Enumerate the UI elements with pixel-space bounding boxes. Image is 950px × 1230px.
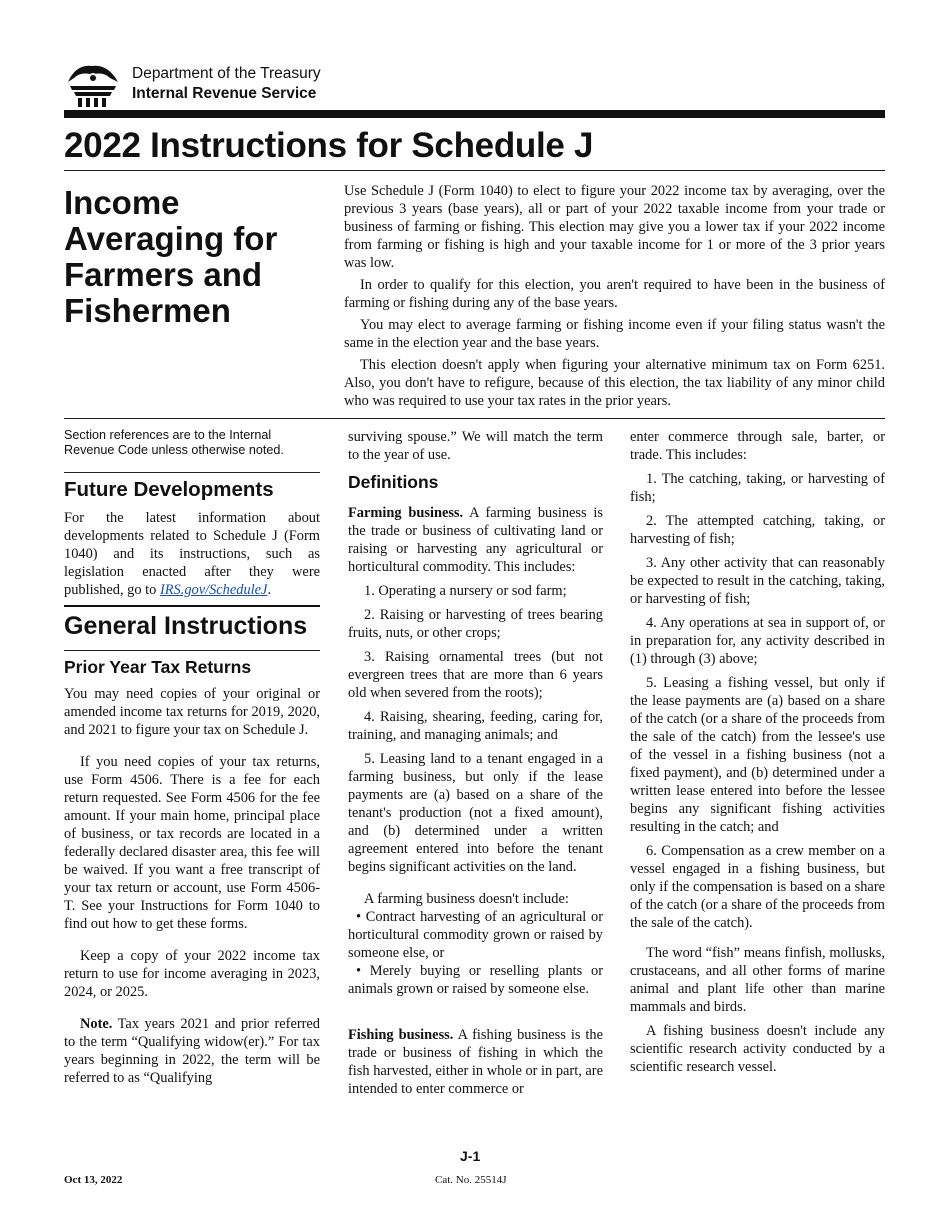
header-rule [64,110,885,118]
future-developments-text: For the latest information about developments related to Schedule J (Form 1040) and its instructions, such as legislation enacted after they were published, go to IRS.gov/ScheduleJ. [64,510,320,598]
note-paragraph [64,1015,320,1087]
list-item: 5. Leasing a fishing vessel, but only if the lease payments are (a) based on a share of the catch (or a share of the proceeds from the sale of the catch) from the lessee's use of the vessel in a fishing business (not a fixed payment), and (b) determined under a written lease entered into before the lessee begins any significant fishing activities resulting in the catch; and [630,675,885,835]
farming-business-text: A farming business is the trade or business of cultivating land or raising or harvesting any agricultural or horticultural commodity. This includes: [348,505,603,575]
list-item: 3. Raising ornamental trees (but not evergreen trees that are more than 6 years old when severed from the roots); [348,649,603,701]
list-item: • Contract harvesting of an agricultural or horticultural commodity grown or raised by someone else, or [348,909,603,961]
intro-divider [64,418,885,419]
list-item: 2. The attempted catching, taking, or harvesting of fish; [630,513,885,547]
page-title: 2022 Instructions for Schedule J [64,126,594,165]
list-item: 1. Operating a nursery or sod farm; [364,583,567,599]
list-item: 6. Compensation as a crew member on a vessel engaged in a fishing business, but only if the compensation is based on a share of the catch (or a share of the proceeds from the sale of the catch). [630,843,885,931]
prior-year-paragraph: If you need copies of your tax returns, use Form 4506. There is a fee for each return requested. See Form 4506 for the fee amount. If your main home, principal place of business, or tax records are located in a federally declared disaster area, this fee will be waived. If you want a free transcript of your tax return or account, use Form 4506-T. See your Instructions for Form 1040 to find out how to get these forms. [64,754,320,932]
list-item: 5. Leasing land to a tenant engaged in a farming business, but only if the lease payments are (a) based on a share of the tenant's production (not a fixed amount), and (b) determined under a written agreement entered into before the tenant begins significant activities on the land. [348,751,603,875]
note-text: Tax years 2021 and prior referred to the term “Qualifying widow(er).” For tax years beginning in 2022, the term will be referred to as “Qualifying [64,1016,321,1086]
farming-business-paragraph [348,504,603,576]
department-name: Department of the Treasury [132,65,321,82]
page-number: J-1 [460,1148,481,1164]
future-text: For the latest information about developments related to Schedule J (Form 1040) and its instructions, such as legislation enacted after they were published, go to [64,510,320,598]
continued-text: enter commerce through sale, barter, or trade. This includes: [630,429,885,463]
divider [64,472,320,473]
section-note: Section references are to the Internal Revenue Code unless otherwise noted. [64,428,284,457]
list-item: 1. The catching, taking, or harvesting of fish; [630,471,885,505]
fishing-business-label: Fishing business. [348,1027,454,1043]
prior-year-heading: Prior Year Tax Returns [64,657,252,677]
farming-business-label: Farming business. [348,505,464,521]
prior-year-paragraph: Keep a copy of your 2022 income tax return to use for income averaging in 2023, 2024, or 2025. [64,948,320,1000]
fishing-business-text: A fishing business is the trade or business of fishing in which the fish harvested, either in whole or in part, are intended to enter commerce or [348,1027,603,1097]
agency-block [132,64,321,104]
list-item: 2. Raising or harvesting of trees bearing fruits, nuts, or other crops; [348,607,603,641]
revision-date: Oct 13, 2022 [64,1174,123,1186]
list-item: 3. Any other activity that can reasonably be expected to result in the catching, taking, or harvesting of fish; [630,555,885,607]
catalog-number: Cat. No. 25514J [435,1174,507,1186]
future-developments-heading: Future Developments [64,478,274,501]
intro-paragraph: In order to qualify for this election, you aren't required to have been in the business of farming or fishing during any of the base years. [344,277,885,311]
column-3 [630,428,885,1082]
intro-paragraph: This election doesn't apply when figuring your alternative minimum tax on Form 6251. Also, you don't have to refigure, because of this election, the tax liability of any minor child who was required to use your tax rates in the prior years. [344,357,885,409]
page-subtitle: Income Averaging for Farmers and Fishermen [64,184,278,329]
list-item: 4. Raising, shearing, feeding, caring for, training, and managing animals; and [348,709,603,743]
general-instructions-heading: General Instructions [64,612,308,640]
schedule-j-link[interactable]: IRS.gov/ScheduleJ [159,582,268,598]
exclusion-intro: A farming business doesn't include: [364,891,569,907]
column-1 [64,428,320,1093]
note-label: Note. [80,1016,113,1032]
divider [64,605,320,607]
list-item: • Merely buying or reselling plants or animals grown or raised by someone else. [348,963,603,997]
title-divider [64,170,885,171]
agency-name: Internal Revenue Service [132,85,317,102]
fish-definition: The word “fish” means finfish, mollusks, crustaceans, and all other forms of marine animal and plant life other than marine mammals and birds. [630,945,885,1015]
intro-paragraph: Use Schedule J (Form 1040) to elect to figure your 2022 income tax by averaging, over the previous 3 years (base years), all or part of your 2022 taxable income from your trade or business of farming or fishing. This election may give you a lower tax if your 2022 income from farming or fishing is high and your taxable income for 1 or more of the 3 prior years was low. [344,183,885,271]
list-item: 4. Any operations at sea in support of, or in preparation for, any activity described in (1) through (3) above; [630,615,885,667]
column-2 [348,428,603,1104]
continued-text: surviving spouse.” We will match the term to the year of use. [348,429,603,463]
intro-paragraph: You may elect to average farming or fishing income even if your filing status wasn't the same in the election year and the base years. [344,317,885,351]
prior-year-paragraph: You may need copies of your original or amended income tax returns for 2019, 2020, and 2021 to figure your tax on Schedule J. [64,686,320,738]
fishing-business-paragraph [348,1026,603,1098]
irs-eagle-logo [64,60,122,108]
divider [64,650,320,651]
fishing-exclusion: A fishing business doesn't include any scientific research activity conducted by a scientific research vessel. [630,1023,885,1075]
definitions-heading: Definitions [348,472,439,492]
intro-text [344,182,885,414]
